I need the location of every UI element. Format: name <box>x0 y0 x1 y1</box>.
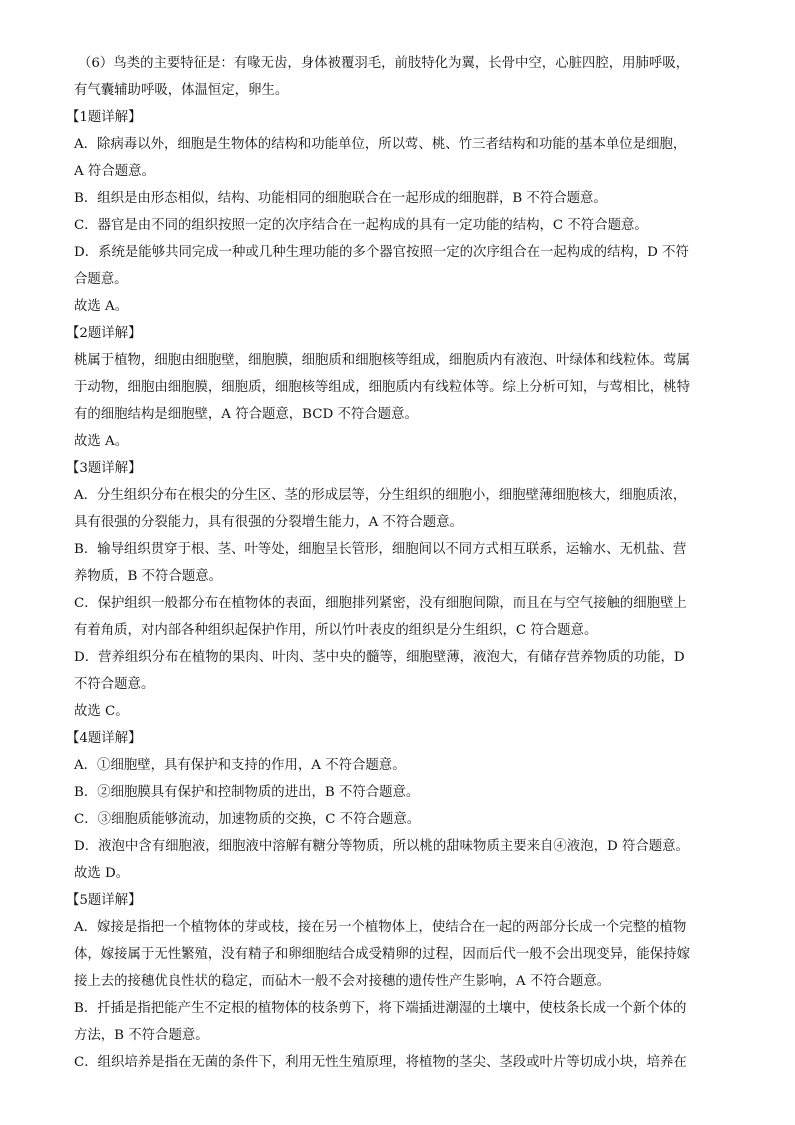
text-line: 具有很强的分裂能力，具有很强的分裂增生能力，A 不符合题意。 <box>74 515 463 530</box>
text-line: B．②细胞膜具有保护和控制物质的进出，B 不符合题意。 <box>74 785 420 800</box>
text-line: 方法，B 不符合题意。 <box>74 1028 209 1043</box>
text-line: 合题意。 <box>74 272 128 287</box>
text-line: A 符合题意。 <box>74 164 155 179</box>
section-heading: 【4题详解】 <box>66 731 142 746</box>
text-line: 体，嫁接属于无性繁殖，没有精子和卵细胞结合成受精卵的过程，因而后代一般不会出现变异，能保持嫁 <box>74 947 690 962</box>
text-line: 养物质，B 不符合题意。 <box>74 569 223 584</box>
text-line: 于动物，细胞由细胞膜，细胞质，细胞核等组成，细胞质内有线粒体等。综上分析可知，与莺相比，桃特 <box>74 380 690 395</box>
document-page <box>66 50 722 1076</box>
text-line: A．嫁接是指把一个植物体的芽或枝，接在另一个植物体上，使结合在一起的两部分长成一个完整的植物 <box>74 920 687 935</box>
text-line: 故选 A。 <box>74 299 129 314</box>
text-line: B．输导组织贯穿于根、茎、叶等处，细胞呈长管形，细胞间以不同方式相互联系，运输水、无机盐、营 <box>74 542 687 557</box>
text-line: （6）鸟类的主要特征是：有喙无齿，身体被覆羽毛，前肢特化为翼，长骨中空，心脏四腔，用肺呼吸， <box>78 56 690 71</box>
text-line: 有气囊辅助呼吸，体温恒定，卵生。 <box>74 83 289 98</box>
text-line: B．组织是由形态相似，结构、功能相同的细胞联合在一起形成的细胞群，B 不符合题意。 <box>74 191 607 206</box>
text-line: 有的细胞结构是细胞壁，A 符合题意，BCD 不符合题意。 <box>74 407 418 422</box>
text-line: D．液泡中含有细胞液，细胞液中溶解有糖分等物质，所以桃的甜味物质主要来自④液泡，D 符合题意。 <box>74 839 689 854</box>
section-heading: 【1题详解】 <box>66 110 142 125</box>
text-line: A．①细胞壁，具有保护和支持的作用，A 不符合题意。 <box>74 758 406 773</box>
text-line: 故选 D。 <box>74 866 130 881</box>
text-line: 桃属于植物，细胞由细胞壁，细胞膜，细胞质和细胞核等组成，细胞质内有液泡、叶绿体和线粒体。莺属 <box>74 353 690 368</box>
text-line: D．营养组织分布在植物的果肉、叶肉、茎中央的髓等，细胞壁薄，液泡大，有储存营养物质的功能，D <box>74 650 685 665</box>
section-heading: 【5题详解】 <box>66 893 142 908</box>
text-line: 有着角质，对内部各种组织起保护作用，所以竹叶表皮的组织是分生组织，C 符合题意。 <box>74 623 598 638</box>
text-line: D．系统是能够共同完成一种或几种生理功能的多个器官按照一定的次序组合在一起构成的结构，D 不符 <box>74 245 689 260</box>
text-line: B．扦插是指把能产生不定根的植物体的枝条剪下，将下端插进潮湿的土壤中，使枝条长成一个新个体的 <box>74 1001 687 1016</box>
section-heading: 【3题详解】 <box>66 461 142 476</box>
section-heading: 【2题详解】 <box>66 326 142 341</box>
text-line: 接上去的接穗优良性状的稳定，而砧木一般不会对接穗的遗传性产生影响，A 不符合题意。 <box>74 974 611 989</box>
text-line: A．分生组织分布在根尖的分生区、茎的形成层等，分生组织的细胞小，细胞壁薄细胞核大，细胞质浓， <box>74 488 687 503</box>
text-line: C．组织培养是指在无菌的条件下，利用无性生殖原理，将植物的茎尖、茎段或叶片等切成小块，培养在 <box>74 1055 687 1070</box>
text-line: 故选 C。 <box>74 704 129 719</box>
text-line: 故选 A。 <box>74 434 129 449</box>
text-line: C．③细胞质能够流动，加速物质的交换，C 不符合题意。 <box>74 812 421 827</box>
text-line: C．保护组织一般都分布在植物体的表面，细胞排列紧密，没有细胞间隙，而且在与空气接触的细胞壁上 <box>74 596 687 611</box>
text-line: A．除病毒以外，细胞是生物体的结构和功能单位，所以莺、桃、竹三者结构和功能的基本单位是细胞， <box>74 137 687 152</box>
text-line: C．器官是由不同的组织按照一定的次序结合在一起构成的具有一定功能的结构，C 不符合题意。 <box>74 218 648 233</box>
text-line: 不符合题意。 <box>74 677 155 692</box>
